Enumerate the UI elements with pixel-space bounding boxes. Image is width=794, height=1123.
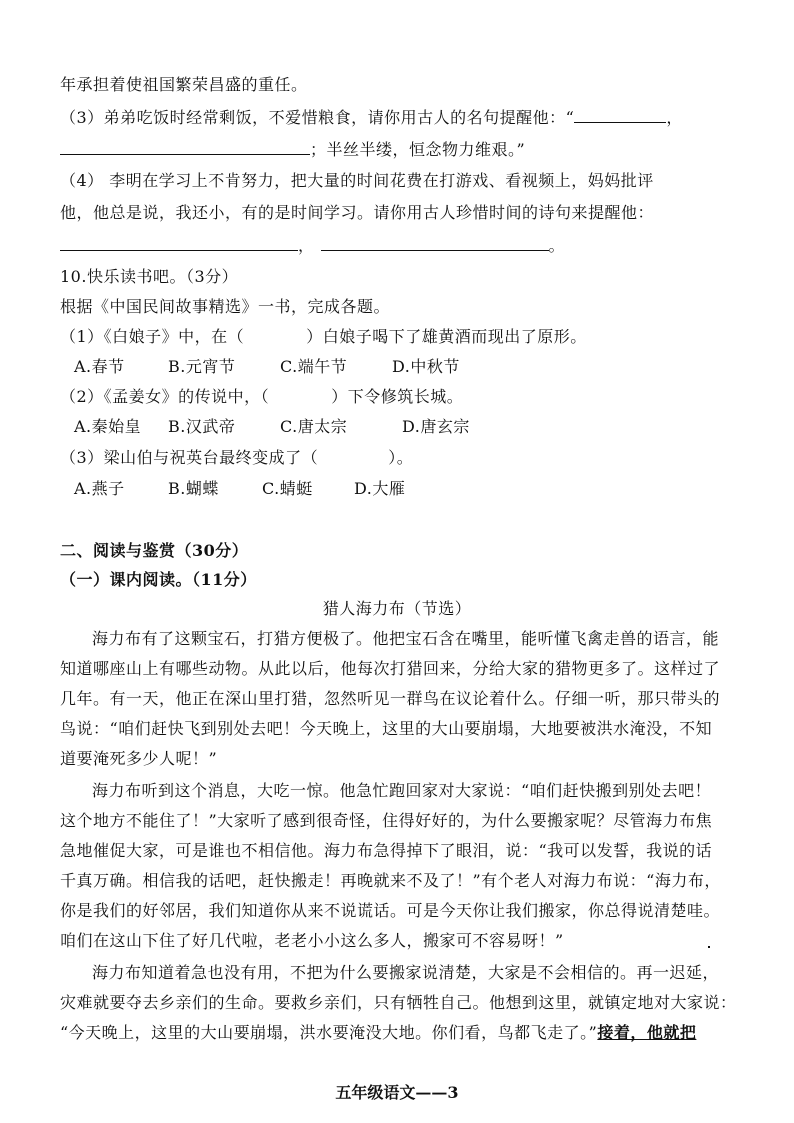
passage-line: 海力布知道着急也没有用，不把为什么要搬家说清楚，大家是不会相信的。再一迟延， xyxy=(92,963,720,982)
answer-blank[interactable] xyxy=(60,234,298,251)
q10-item3-pre: （3）梁山伯与祝英台最终变成了（ xyxy=(60,448,319,467)
q9-item4-period: 。 xyxy=(548,236,566,255)
passage-line: 这个地方不能住了！”大家听了感到很奇怪，住得好好的，为什么要搬家呢？尽管海力布焦 xyxy=(60,811,713,830)
option[interactable]: D.中秋节 xyxy=(392,357,460,376)
section-heading: 二、阅读与鉴赏（30分） xyxy=(60,541,249,560)
passage-line-text: “今天晚上，这里的大山要崩塌，洪水要淹没大地。你们看，鸟都飞走了。” xyxy=(60,1023,598,1042)
passage-line: 你是我们的好邻居，我们知道你从来不说谎话。可是今天你让我们搬家，你总得说清楚哇。 xyxy=(60,901,721,920)
page-footer: 五年级语文——3 xyxy=(335,1083,459,1102)
q10-item3-options xyxy=(74,478,764,500)
q10-item3-post: ）。 xyxy=(388,448,414,467)
q10-item2-options xyxy=(74,416,764,438)
option[interactable]: C.唐太宗 xyxy=(280,417,348,436)
q10-intro: 根据《中国民间故事精选》一书，完成各题。 xyxy=(60,297,391,316)
q9-item4-comma: ， xyxy=(298,236,315,255)
q9-continuation: 年承担着使祖国繁荣昌盛的重任。 xyxy=(60,75,308,94)
answer-blank[interactable] xyxy=(574,106,666,123)
q10-item2-post: ）下令修筑长城。 xyxy=(331,387,464,406)
passage-line: 急地催促大家，可是谁也不相信他。海力布急得掉下了眼泪，说：“我可以发誓，我说的话 xyxy=(60,841,713,860)
option[interactable]: A.春节 xyxy=(74,357,125,376)
q9-item3-text2: ；半丝半缕，恒念物力维艰。” xyxy=(310,140,526,159)
passage-line: 几年。有一天，他正在深山里打猎，忽然听见一群鸟在议论着什么。仔细一听，那只带头的 xyxy=(60,689,721,708)
option[interactable]: D.大雁 xyxy=(354,479,406,498)
q10-item1 xyxy=(60,326,750,348)
passage-line: 千真万确。相信我的话吧，赶快搬走！再晚就来不及了！”有个老人对海力布说：“海力布， xyxy=(60,871,721,890)
q10-item1-post: ）白娘子喝下了雄黄酒而现出了原形。 xyxy=(306,327,587,346)
option[interactable]: D.唐玄宗 xyxy=(402,417,470,436)
underlined-phrase: 接着，他就把 xyxy=(597,1023,697,1042)
q10-item2 xyxy=(60,386,750,408)
q10-item2-pre: （2）《孟姜女》的传说中，（ xyxy=(60,387,270,406)
option[interactable]: B.元宵节 xyxy=(168,357,236,376)
q10-item1-pre: （1）《白娘子》中，在（ xyxy=(60,327,245,346)
q9-item4-line3 xyxy=(60,234,750,257)
q9-item4-line1: （4） 李明在学习上不肯努力，把大量的时间花费在打游戏、看视频上，妈妈批评 xyxy=(60,171,654,190)
passage-title: 猎人海力布（节选） xyxy=(322,599,472,618)
option[interactable]: B.汉武帝 xyxy=(168,417,236,436)
answer-blank[interactable] xyxy=(60,138,310,155)
passage-line: 鸟说：“咱们赶快飞到别处去吧！今天晚上，这里的大山要崩塌，大地要被洪水淹没，不知 xyxy=(60,719,713,738)
answer-blank[interactable] xyxy=(321,234,549,251)
passage-line: 海力布听到这个消息，大吃一惊。他急忙跑回家对大家说：“咱们赶快搬到别处去吧！ xyxy=(92,781,712,800)
passage-line: 海力布有了这颗宝石，打猎方便极了。他把宝石含在嘴里，能听懂飞禽走兽的语言，能 xyxy=(92,629,720,648)
option[interactable]: C.端午节 xyxy=(280,357,348,376)
q9-item3-line1 xyxy=(60,106,750,129)
option[interactable]: C.蜻蜓 xyxy=(262,479,313,498)
q9-item3-comma: ， xyxy=(666,108,683,127)
passage-line: 道要淹死多少人呢！” xyxy=(60,749,218,768)
passage-line: 知道哪座山上有哪些动物。从此以后，他每次打猎回来，分给大家的猎物更多了。这样过了 xyxy=(60,659,721,678)
stray-dot xyxy=(708,946,710,948)
passage-line: 咱们在这山下住了好几代啦，老老小小这么多人，搬家可不容易呀！” xyxy=(60,931,564,950)
passage-line: 灾难就要夺去乡亲们的生命。要救乡亲们，只有牺牲自己。他想到这里，就镇定地对大家说： xyxy=(60,993,737,1012)
option[interactable]: A.燕子 xyxy=(74,479,125,498)
q9-item3-line2 xyxy=(60,138,750,161)
option[interactable]: A.秦始皇 xyxy=(74,417,142,436)
passage-last-line xyxy=(60,1022,750,1044)
q9-item3-text: （3）弟弟吃饭时经常剩饭，不爱惜粮食，请你用古人的名句提醒他：“ xyxy=(60,108,575,127)
q10-item1-options xyxy=(74,356,764,378)
option[interactable]: B.蝴蝶 xyxy=(168,479,219,498)
q10-item3 xyxy=(60,447,750,469)
q9-item4-line2: 他，他总是说，我还小，有的是时间学习。请你用古人珍惜时间的诗句来提醒他： xyxy=(60,203,655,222)
q10-title: 10.快乐读书吧。（3分） xyxy=(60,267,239,286)
subsection-heading: （一）课内阅读。（11分） xyxy=(60,570,257,589)
